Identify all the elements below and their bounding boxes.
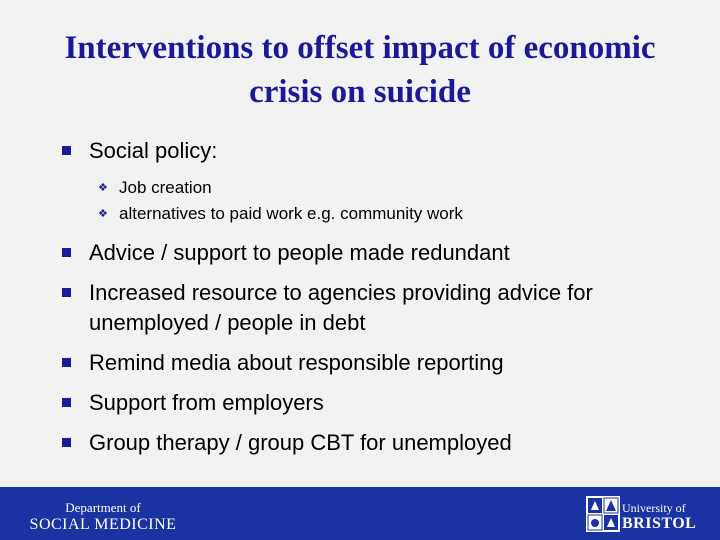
bullet-item: [60, 136, 690, 166]
bullet-text: Social policy:: [89, 138, 218, 163]
bullet-text: Support from employers: [89, 390, 324, 415]
university-line-1: University of: [622, 501, 686, 515]
diamond-bullet-icon: ❖: [98, 208, 108, 220]
university-line-2: BRISTOL: [622, 515, 697, 532]
bullet-text: Advice / support to people made redundant: [89, 240, 510, 265]
bullet-item: [60, 388, 690, 418]
sub-bullet-text: alternatives to paid work e.g. community work: [119, 204, 463, 223]
sub-bullet-text: Job creation: [119, 178, 212, 197]
department-line-1: Department of: [65, 500, 141, 515]
square-bullet-icon: [62, 398, 71, 407]
bullet-list: [60, 136, 690, 468]
slide-title: Interventions to offset impact of economic crisis on suicide: [64, 30, 656, 110]
diamond-bullet-icon: ❖: [98, 182, 108, 194]
bullet-item: [60, 278, 690, 338]
university-label: [622, 502, 696, 533]
bullet-item: [60, 238, 690, 268]
square-bullet-icon: [62, 438, 71, 447]
square-bullet-icon: [62, 146, 71, 155]
square-bullet-icon: [62, 288, 71, 297]
university-of-bristol-crest-icon: [586, 496, 620, 532]
sub-bullet-item: [60, 176, 690, 200]
bullet-item: [60, 348, 690, 378]
bullet-text: Increased resource to agencies providing advice for unemployed / people in debt: [89, 280, 593, 335]
department-label: [18, 500, 188, 534]
bullet-item: [60, 428, 690, 458]
sub-bullet-item: [60, 202, 690, 226]
square-bullet-icon: [62, 248, 71, 257]
bullet-text: Group therapy / group CBT for unemployed: [89, 430, 512, 455]
bullet-text: Remind media about responsible reporting: [89, 350, 504, 375]
square-bullet-icon: [62, 358, 71, 367]
department-line-2: SOCIAL MEDICINE: [29, 516, 177, 533]
